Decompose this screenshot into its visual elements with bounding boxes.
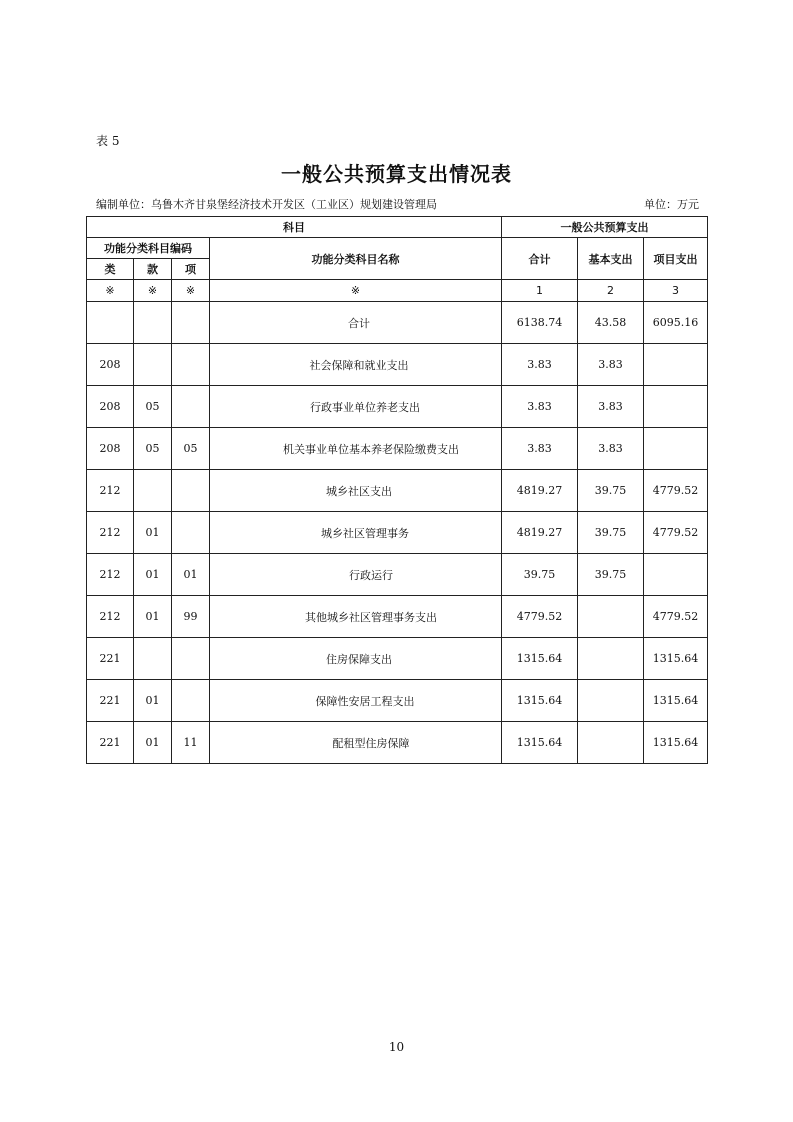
total-cell: 6138.74 [502, 302, 578, 344]
unit-label: 单位：万元 [644, 198, 699, 211]
kuan-cell [134, 470, 172, 512]
subject-header: 科目 [87, 217, 502, 238]
kuan-header: 款 [134, 259, 172, 280]
marker-cell: ※ [87, 280, 134, 302]
subject-name-cell [210, 470, 502, 512]
table-row [87, 722, 708, 764]
page-title: 一般公共预算支出情况表 [281, 162, 512, 186]
subject-name-cell [210, 596, 502, 638]
kuan-cell: 01 [134, 680, 172, 722]
lei-cell: 212 [87, 470, 134, 512]
table-row [87, 638, 708, 680]
subject-name-cell [210, 344, 502, 386]
budget-table-body [87, 302, 708, 764]
lei-cell: 221 [87, 638, 134, 680]
basic-cell: 3.83 [578, 386, 644, 428]
subject-name-cell [210, 386, 502, 428]
table-row [87, 302, 708, 344]
project-cell [644, 428, 708, 470]
subject-name: 行政事业单位养老支出 [310, 400, 420, 414]
subject-name-cell [210, 722, 502, 764]
lei-cell: 221 [87, 722, 134, 764]
lei-cell: 212 [87, 596, 134, 638]
total-cell: 3.83 [502, 344, 578, 386]
kuan-cell: 01 [134, 596, 172, 638]
table-row [87, 344, 708, 386]
budget-table [86, 216, 708, 764]
marker-cell: ※ [134, 280, 172, 302]
basic-cell: 39.75 [578, 470, 644, 512]
project-cell: 4779.52 [644, 596, 708, 638]
marker-cell: ※ [210, 280, 502, 302]
subject-name: 城乡社区管理事务 [321, 526, 409, 540]
subject-name: 住房保障支出 [326, 652, 392, 666]
subject-name-cell [210, 554, 502, 596]
prepared-by: 编制单位：乌鲁木齐甘泉堡经济技术开发区（工业区）规划建设管理局 [96, 198, 437, 211]
total-header: 合计 [502, 238, 578, 280]
project-cell: 4779.52 [644, 470, 708, 512]
project-cell: 4779.52 [644, 512, 708, 554]
kuan-cell [134, 344, 172, 386]
kuan-cell: 05 [134, 386, 172, 428]
subject-name: 其他城乡社区管理事务支出 [305, 610, 437, 624]
project-cell: 1315.64 [644, 680, 708, 722]
project-cell [644, 344, 708, 386]
xiang-cell [172, 638, 210, 680]
marker-cell: 1 [502, 280, 578, 302]
basic-cell [578, 722, 644, 764]
kuan-cell [134, 638, 172, 680]
kuan-cell: 05 [134, 428, 172, 470]
lei-cell: 212 [87, 554, 134, 596]
total-cell: 4819.27 [502, 512, 578, 554]
project-header: 项目支出 [644, 238, 708, 280]
subject-name-cell [210, 302, 502, 344]
marker-cell: 3 [644, 280, 708, 302]
marker-row [87, 280, 708, 302]
subject-name: 行政运行 [349, 568, 393, 582]
page-number: 10 [388, 1040, 405, 1054]
xiang-cell [172, 344, 210, 386]
basic-cell: 3.83 [578, 344, 644, 386]
basic-cell [578, 638, 644, 680]
kuan-cell [134, 302, 172, 344]
table-row [87, 470, 708, 512]
xiang-cell [172, 302, 210, 344]
subject-name-cell [210, 512, 502, 554]
table-row [87, 680, 708, 722]
lei-header: 类 [87, 259, 134, 280]
total-cell: 39.75 [502, 554, 578, 596]
marker-cell: 2 [578, 280, 644, 302]
table-row [87, 512, 708, 554]
total-cell: 3.83 [502, 386, 578, 428]
total-cell: 1315.64 [502, 638, 578, 680]
basic-cell: 39.75 [578, 554, 644, 596]
total-cell: 1315.64 [502, 722, 578, 764]
code-group-header: 功能分类科目编码 [87, 238, 210, 259]
total-cell: 1315.64 [502, 680, 578, 722]
subject-name-cell [210, 428, 502, 470]
xiang-cell: 11 [172, 722, 210, 764]
basic-header: 基本支出 [578, 238, 644, 280]
kuan-cell: 01 [134, 554, 172, 596]
xiang-cell [172, 680, 210, 722]
basic-cell: 43.58 [578, 302, 644, 344]
basic-cell: 39.75 [578, 512, 644, 554]
lei-cell: 208 [87, 344, 134, 386]
subject-name-cell [210, 680, 502, 722]
xiang-header: 项 [172, 259, 210, 280]
lei-cell [87, 302, 134, 344]
marker-cell: ※ [172, 280, 210, 302]
total-cell: 4779.52 [502, 596, 578, 638]
subject-name: 机关事业单位基本养老保险缴费支出 [283, 442, 459, 456]
name-header: 功能分类科目名称 [210, 238, 502, 280]
subject-name: 社会保障和就业支出 [309, 358, 409, 372]
basic-cell [578, 680, 644, 722]
kuan-cell: 01 [134, 722, 172, 764]
table-row [87, 428, 708, 470]
project-cell: 1315.64 [644, 638, 708, 680]
total-cell: 3.83 [502, 428, 578, 470]
xiang-cell: 01 [172, 554, 210, 596]
table-label: 表 5 [96, 134, 120, 148]
project-cell: 6095.16 [644, 302, 708, 344]
subject-name: 合计 [348, 316, 370, 330]
kuan-cell: 01 [134, 512, 172, 554]
subject-name-cell [210, 638, 502, 680]
project-cell [644, 386, 708, 428]
subject-name: 城乡社区支出 [326, 484, 392, 498]
xiang-cell: 99 [172, 596, 210, 638]
table-row [87, 554, 708, 596]
subject-name: 保障性安居工程支出 [315, 694, 415, 708]
basic-cell [578, 596, 644, 638]
project-cell [644, 554, 708, 596]
subject-name: 配租型住房保障 [332, 736, 410, 750]
total-cell: 4819.27 [502, 470, 578, 512]
table-row [87, 386, 708, 428]
budget-group-header: 一般公共预算支出 [502, 217, 708, 238]
xiang-cell [172, 470, 210, 512]
xiang-cell: 05 [172, 428, 210, 470]
lei-cell: 208 [87, 428, 134, 470]
lei-cell: 212 [87, 512, 134, 554]
xiang-cell [172, 512, 210, 554]
project-cell: 1315.64 [644, 722, 708, 764]
table-row [87, 596, 708, 638]
lei-cell: 221 [87, 680, 134, 722]
xiang-cell [172, 386, 210, 428]
lei-cell: 208 [87, 386, 134, 428]
basic-cell: 3.83 [578, 428, 644, 470]
